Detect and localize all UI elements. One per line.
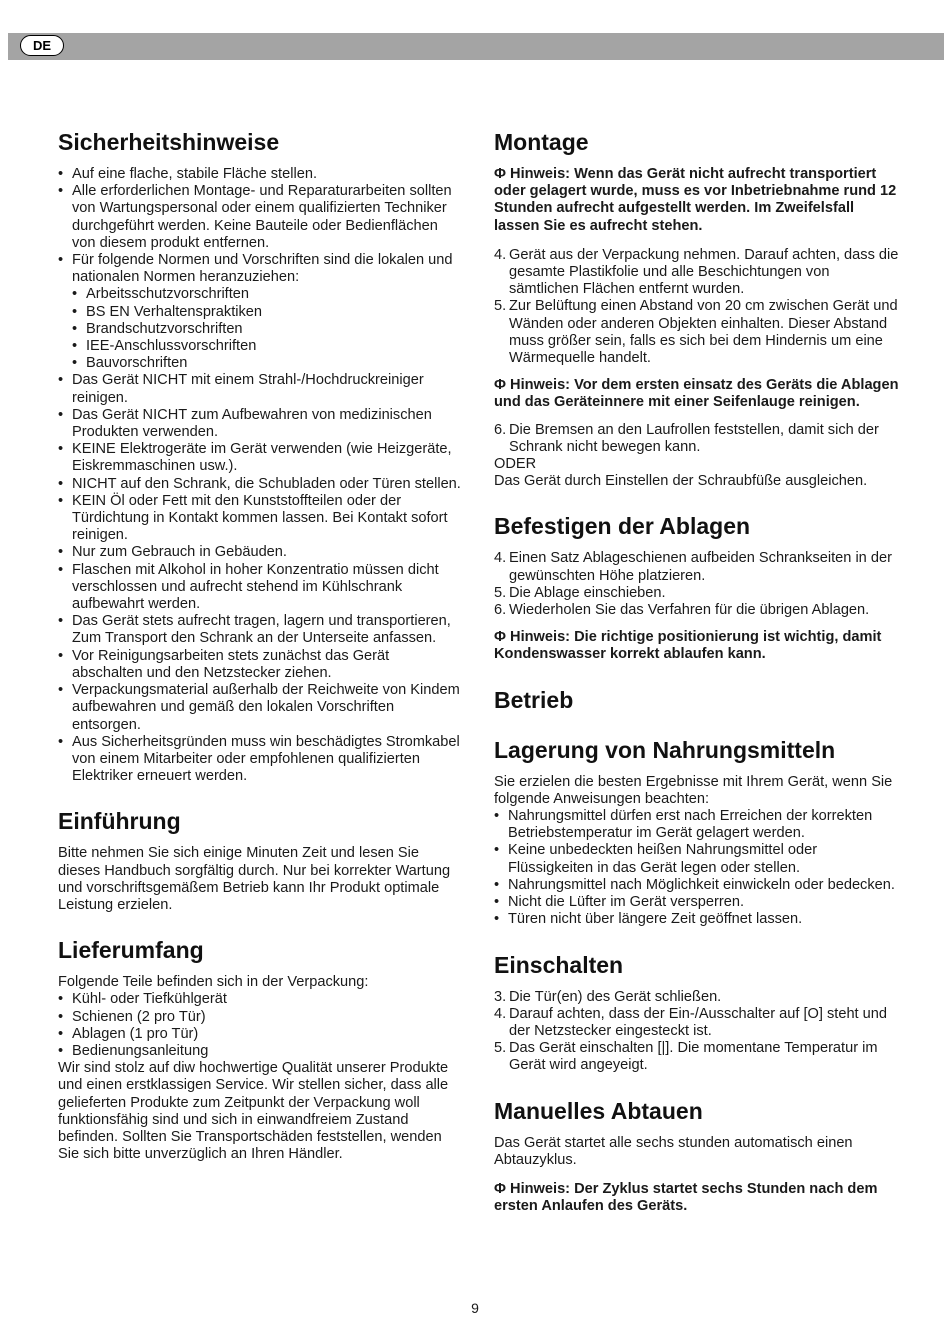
storage-list [494, 808, 899, 928]
list-item: • KEINE Elektrogeräte im Gerät verwenden (wie Heizgeräte, Eiskremmaschinen usw.). [58, 441, 463, 475]
header-bar [8, 33, 944, 60]
step-text: Das Gerät einschalten [|]. Die momentane Temperatur im Gerät wird angeyeigt. [509, 1040, 878, 1074]
safety-list [58, 166, 463, 286]
list-item: • Kühl- oder Tiefkühlgerät [58, 991, 463, 1008]
list-item: • KEIN Öl oder Fett mit den Kunststoffteilen oder der Türdichtung in Kontakt kommen lassen. Bei Kontakt sofort reinigen. [58, 493, 463, 545]
note: Φ Hinweis: Der Zyklus startet sechs Stunden nach dem ersten Anlaufen des Geräts. [494, 1180, 878, 1215]
paragraph: Das Gerät durch Einstellen der Schraubfüße ausgleichen. [494, 473, 868, 490]
list-item: • Das Gerät NICHT zum Aufbewahren von medizinischen Produkten verwenden. [58, 407, 463, 441]
step-text: Einen Satz Ablageschienen aufbeiden Schrankseiten in der gewünschten Höhe platzieren. [509, 550, 892, 584]
list-item: • IEE-Anschlussvorschriften [72, 338, 463, 355]
steps-list [494, 989, 899, 1075]
list-item: • Arbeitsschutzvorschriften [72, 286, 463, 303]
delivery-list [58, 991, 463, 1060]
list-item: • Bedienungsanleitung [58, 1043, 463, 1060]
note: Φ Hinweis: Die richtige positionierung ist wichtig, damit Kondenswasser korrekt ablaufen kann. [494, 629, 882, 663]
list-item [494, 1006, 899, 1040]
step-text: Zur Belüftung einen Abstand von 20 cm zwischen Gerät und Wänden oder anderen Objekten einhalten. Dieser Abstand muss größer sein, falls es sich bei dem Hindernis um eine Wärmequelle handelt. [509, 298, 898, 367]
list-item: • Türen nicht über längere Zeit geöffnet lassen. [494, 911, 899, 928]
list-item [494, 422, 899, 456]
steps-list [494, 247, 899, 367]
section-title: Betrieb [494, 686, 574, 713]
step-number: 4. [494, 550, 507, 567]
step-number: 4. [494, 246, 507, 263]
paragraph: ODER [494, 456, 537, 473]
note: Φ Hinweis: Vor dem ersten einsatz des Geräts die Ablagen und das Geräteinnere mit einer Seifenlauge reinigen. [494, 377, 899, 411]
section-title: Sicherheitshinweise [58, 129, 280, 155]
page-number: 9 [471, 1300, 479, 1316]
list-item: • Auf eine flache, stabile Fläche stellen. [58, 166, 463, 183]
section-switch-on [494, 951, 899, 1075]
list-item: • Das Gerät NICHT mit einem Strahl-/Hochdruckreiniger reinigen. [58, 372, 463, 406]
section-operation [494, 686, 899, 714]
list-item [494, 989, 899, 1006]
list-item: • Schienen (2 pro Tür) [58, 1009, 463, 1026]
step-number: 6. [494, 602, 507, 619]
list-item [494, 602, 899, 619]
paragraph: Folgende Teile befinden sich in der Verpackung: [58, 974, 369, 991]
section-title: Einschalten [494, 951, 624, 978]
section-food-storage [494, 736, 899, 929]
step-text: Die Tür(en) des Gerät schließen. [509, 988, 722, 1005]
list-item: • Aus Sicherheitsgründen muss win beschädigtes Stromkabel von einem Mitarbeiter oder empfohlenen qualifizierten Elektriker erneuert werden. [58, 734, 463, 786]
section-title: Einführung [58, 808, 181, 835]
step-text: Die Ablage einschieben. [509, 584, 666, 601]
list-item: • Verpackungsmaterial außerhalb der Reichweite von Kindem aufbewahren und gemäß den lokalen Vorschriften entsorgen. [58, 682, 463, 734]
steps-list [494, 550, 899, 619]
section-introduction [58, 807, 463, 914]
list-item: • Bauvorschriften [72, 355, 463, 372]
list-item: • Nur zum Gebrauch in Gebäuden. [58, 544, 463, 561]
language-badge: DE [20, 35, 64, 56]
section-scope-of-delivery [58, 936, 463, 1163]
section-manual-defrost [494, 1097, 899, 1216]
note: Φ Hinweis: Wenn das Gerät nicht aufrecht transportiert oder gelagert wurde, muss es vor Inbetriebnahme rund 12 Stunden aufrecht aufgestellt werden. Im Zweifelsfall lassen Sie es aufrecht stehen. [494, 166, 897, 234]
step-number: 5. [494, 1040, 507, 1057]
left-column [58, 128, 463, 1185]
step-text: Gerät aus der Verpackung nehmen. Darauf achten, dass die gesamte Plastikfolie und alle Beschichtungen von sämtlichen Flächen entfernt wurden. [509, 246, 899, 298]
section-shelves [494, 512, 899, 663]
section-title: Lieferumfang [58, 937, 204, 964]
list-item [494, 247, 899, 299]
section-title: Montage [494, 129, 589, 155]
paragraph: Bitte nehmen Sie sich einige Minuten Zeit und lesen Sie dieses Handbuch sorgfältig durch. Nur bei korrekter Wartung und vorschriftsgemäßem Betrieb kann Ihr Produkt optimale Leistung erzielen. [58, 845, 451, 913]
step-text: Die Bremsen an den Laufrollen feststellen, damit sich der Schrank nicht bewegen kann. [509, 421, 879, 455]
section-title: Lagerung von Nahrungsmitteln [494, 736, 836, 763]
section-title: Befestigen der Ablagen [494, 513, 751, 540]
section-safety [58, 128, 463, 785]
list-item: • Das Gerät stets aufrecht tragen, lagern und transportieren, Zum Transport den Schrank an der Unterseite anfassen. [58, 613, 463, 647]
list-item: • Alle erforderlichen Montage- und Reparaturarbeiten sollten von Wartungspersonal oder einem qualifizierten Techniker durchgeführt werden. Keine Bauteile oder Bedienflächen von diesem produkt entfernen. [58, 183, 463, 252]
step-text: Darauf achten, dass der Ein-/Ausschalter auf [O] steht und der Netzstecker eingesteckt ist. [509, 1005, 888, 1039]
step-number: 5. [494, 298, 507, 315]
list-item: • Nahrungsmittel nach Möglichkeit einwickeln oder bedecken. [494, 877, 899, 894]
standards-sublist [72, 286, 463, 372]
list-item: • Nahrungsmittel dürfen erst nach Erreichen der korrekten Betriebstemperatur im Gerät gelagert werden. [494, 808, 899, 842]
list-item: • BS EN Verhaltenspraktiken [72, 304, 463, 321]
list-item [494, 550, 899, 584]
section-montage [494, 128, 899, 490]
list-item: • Flaschen mit Alkohol in hoher Konzentratio müssen dicht verschlossen und aufrecht stehend im Kühlschrank aufbewahrt werden. [58, 562, 463, 614]
safety-list-continued [58, 372, 463, 785]
list-item: • Ablagen (1 pro Tür) [58, 1026, 463, 1043]
list-item [494, 1040, 899, 1074]
steps-list [494, 422, 899, 456]
right-column [494, 128, 899, 1237]
list-item: • Vor Reinigungsarbeiten stets zunächst das Gerät abschalten und den Netzstecker ziehen. [58, 648, 463, 682]
step-number: 5. [494, 584, 507, 601]
list-item: • Keine unbedeckten heißen Nahrungsmittel oder Flüssigkeiten in das Gerät legen oder stellen. [494, 842, 899, 876]
paragraph: Wir sind stolz auf diw hochwertige Qualität unserer Produkte und einen erstklassigen Service. Wir stellen sicher, dass alle gelieferten Produkte zum Zeitpunkt der Verpackung woll funktionsfähig sind und sich in einwandfreiem Zustand befinden. Sollten Sie Transportschäden feststellen, wenden Sie sich bitte unverzüglich an Ihren Händler. [58, 1060, 449, 1163]
paragraph: Das Gerät startet alle sechs stunden automatisch einen Abtauzyklus. [494, 1134, 853, 1168]
step-text: Wiederholen Sie das Verfahren für die übrigen Ablagen. [509, 602, 870, 619]
list-item [494, 585, 899, 602]
step-number: 4. [494, 1005, 507, 1022]
paragraph: Sie erzielen die besten Ergebnisse mit Ihrem Gerät, wenn Sie folgende Anweisungen beachten: [494, 773, 893, 807]
list-item: • NICHT auf den Schrank, die Schubladen oder Türen stellen. [58, 476, 463, 493]
list-item: • Für folgende Normen und Vorschriften sind die lokalen und nationalen Normen heranzuziehen: [58, 252, 463, 286]
step-number: 3. [494, 988, 507, 1005]
section-title: Manuelles Abtauen [494, 1097, 703, 1124]
list-item [494, 298, 899, 367]
step-number: 6. [494, 421, 507, 438]
list-item: • Nicht die Lüfter im Gerät versperren. [494, 894, 899, 911]
list-item: • Brandschutzvorschriften [72, 321, 463, 338]
